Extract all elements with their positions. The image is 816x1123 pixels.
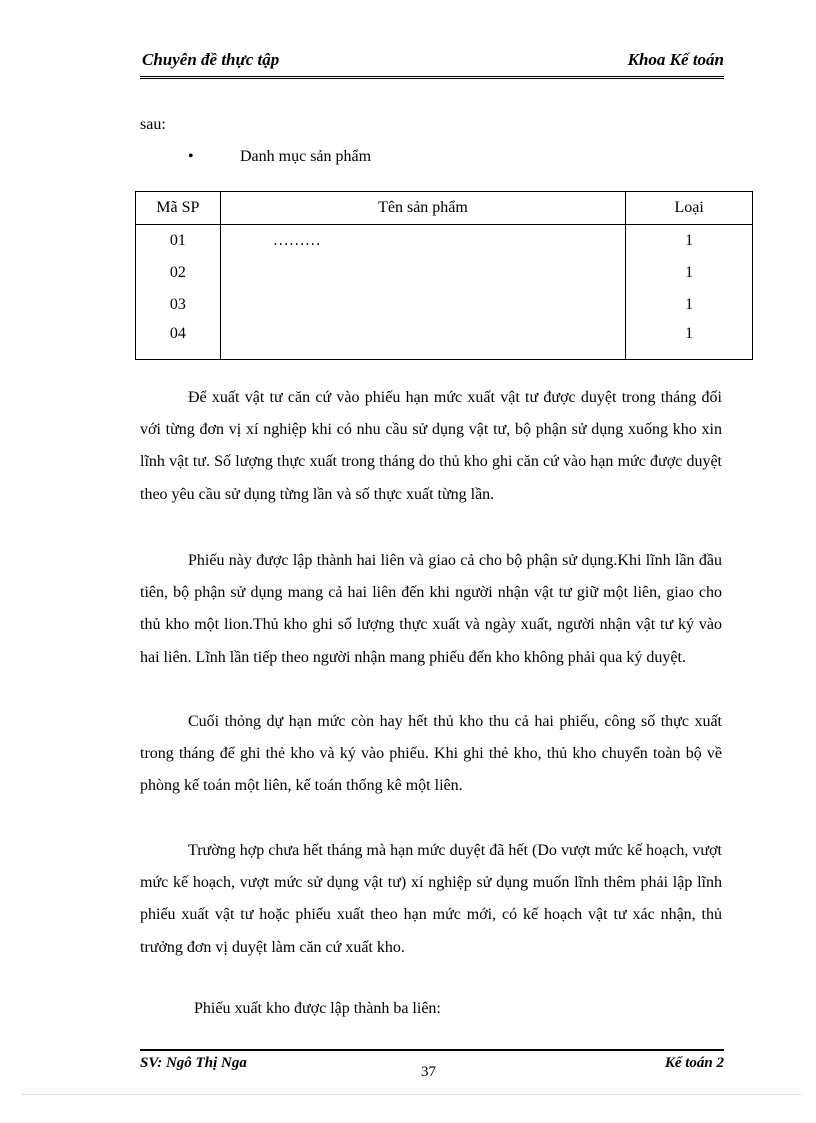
bullet-text: Danh mục sản phẩm <box>240 148 372 165</box>
cell-code: 03 <box>136 289 221 321</box>
footer-author: SV: Ngô Thị Nga <box>140 1055 247 1071</box>
cell-code: 04 <box>136 321 221 360</box>
table-row <box>136 321 753 360</box>
paragraph-4: Trường hợp chưa hết tháng mà hạn mức duyệt đã hết (Do vượt mức kế hoạch, vượt mức kế hoạch, vượt mức sử dụng vật tư) xí nghiệp sử dụng muốn lĩnh thêm phải lập lĩnh phiếu xuất vật tư hoặc phiếu xuất theo hạn mức mới, có kế hoạch vật tư xác nhận, thủ trưởng đơn vị duyệt làm căn cứ xuất kho. <box>140 842 722 956</box>
page-number: 37 <box>421 1064 436 1080</box>
paragraph-2: Phiếu này được lập thành hai liên và giao cả cho bộ phận sử dụng.Khi lĩnh lần đầu tiên, bộ phận sử dụng mang cả hai liên đến khi người nhận vật tư giữ một liên, giao cho thủ kho một lion.Thủ kho ghi số lượng thực xuất và ngày xuất, người nhận vật tư ký vào hai liên. Lĩnh lần tiếp theo người nhận mang phiếu đến kho không phải qua ký duyệt. <box>140 552 722 666</box>
column-header-type: Loại <box>626 192 753 225</box>
table-row <box>136 289 753 321</box>
cell-code: 01 <box>136 225 221 258</box>
cell-code: 02 <box>136 257 221 289</box>
header-left: Chuyên đề thực tập <box>142 50 280 69</box>
cell-name: ……… <box>220 225 626 258</box>
page-header <box>140 48 724 79</box>
footer-divider <box>140 1049 724 1051</box>
column-header-name: Tên sản phẩm <box>220 192 626 225</box>
paragraph-5: Phiếu xuất kho được lập thành ba liên: <box>194 1000 441 1017</box>
table-header-row <box>136 192 753 225</box>
cell-type: 1 <box>626 257 753 289</box>
column-header-code: Mã SP <box>136 192 221 225</box>
footer-class: Kế toán 2 <box>664 1055 724 1071</box>
table-row <box>136 257 753 289</box>
cell-type: 1 <box>626 225 753 258</box>
header-right: Khoa Kế toán <box>627 50 724 69</box>
cell-name <box>220 289 626 321</box>
cell-type: 1 <box>626 321 753 360</box>
cell-name <box>220 321 626 360</box>
paragraph-3: Cuối thỏng dự hạn mức còn hay hết thủ kho thu cả hai phiếu, công số thực xuất trong tháng để ghi thẻ kho và ký vào phiếu. Khi ghi thẻ kho, thủ kho chuyển toàn bộ về phòng kế toán một liên, kế toán thống kê một liên. <box>140 713 722 795</box>
product-table <box>135 191 753 360</box>
paragraph-1: Để xuất vật tư căn cứ vào phiếu hạn mức xuất vật tư được duyệt trong tháng đối với từng đơn vị xí nghiệp khi có nhu cầu sử dụng vật tư, bộ phận sử dụng xuống kho xin lĩnh vật tư. Số lượng thực xuất trong tháng do thủ kho ghi căn cứ vào hạn mức được duyệt theo yêu cầu sử dụng từng lần và số thực xuất từng lần. <box>140 389 722 503</box>
cell-name <box>220 257 626 289</box>
page-edge-divider <box>22 1094 802 1095</box>
cell-type: 1 <box>626 289 753 321</box>
lead-word: sau: <box>140 116 166 133</box>
bullet-icon: • <box>188 148 194 165</box>
table-row <box>136 225 753 258</box>
